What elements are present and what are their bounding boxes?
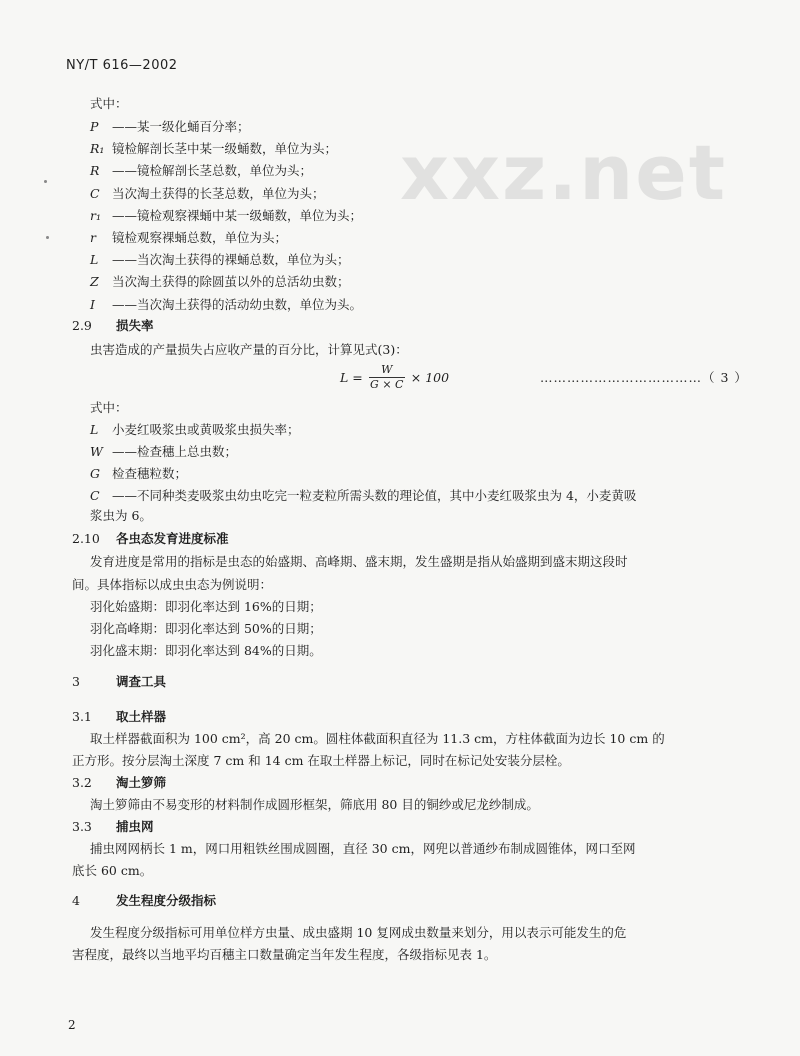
section-4-heading xyxy=(72,893,216,909)
definition-text: ——当次淘土获得的裸蛹总数，单位为头； xyxy=(112,252,350,268)
where-label: 式中： xyxy=(90,96,128,111)
section-number: 2.9 xyxy=(72,318,92,333)
definition-symbol: r xyxy=(90,230,96,245)
numerator: W xyxy=(381,363,393,376)
definition-symbol: L xyxy=(90,422,99,437)
definition-text: 当次淘土获得的除圆茧以外的总活幼虫数； xyxy=(112,274,350,290)
section-number: 3 xyxy=(72,674,80,689)
paragraph: 取土样器截面积为 100 cm²，高 20 cm。圆柱体截面积直径为 11.3 cm，方柱体截面为边长 10 cm 的 xyxy=(90,731,665,746)
section-title: 损失率 xyxy=(116,318,154,333)
list-item: 羽化始盛期：即羽化率达到 16%的日期； xyxy=(90,599,322,614)
definition-symbol: P xyxy=(90,119,99,134)
where-label: 式中： xyxy=(90,400,128,415)
definition-text: 检查穗粒数； xyxy=(112,466,188,481)
paragraph: 正方形。按分层淘土深度 7 cm 和 14 cm 在取土样器上标记，同时在标记处安装分层栓。 xyxy=(72,753,570,768)
section-3-1-heading xyxy=(72,709,166,725)
section-title: 发生程度分级指标 xyxy=(116,893,217,908)
section-title: 捕虫网 xyxy=(116,819,154,834)
section-2-10-heading xyxy=(72,531,229,547)
equation-number: ………………………………（ 3 ） xyxy=(540,370,748,385)
paragraph: 害程度，最终以当地平均百穗主口数量确定当年发生程度，各级指标见表 1。 xyxy=(72,947,497,962)
paragraph: 捕虫网网柄长 1 m，网口用粗铁丝围成圆圈，直径 30 cm，网兜以普通纱布制成圆锥体，网口至网 xyxy=(90,841,636,856)
section-number: 4 xyxy=(72,893,80,908)
paragraph: 间。具体指标以成虫虫态为例说明： xyxy=(72,577,273,592)
definition-text: 当次淘土获得的长茎总数，单位为头； xyxy=(112,185,325,201)
section-number: 3.2 xyxy=(72,775,92,790)
definition-continuation: 浆虫为 6。 xyxy=(90,508,152,523)
definition-symbol: L xyxy=(90,252,99,268)
equation-fraction xyxy=(369,364,405,391)
list-item: 羽化高峰期：即羽化率达到 50%的日期； xyxy=(90,621,322,636)
equation xyxy=(340,364,449,391)
definition-symbol: r₁ xyxy=(90,207,101,223)
standard-header: NY/T 616—2002 xyxy=(66,58,178,73)
section-3-3-heading xyxy=(72,819,154,835)
section-2-9-heading xyxy=(72,318,154,334)
definition-text: ——当次淘土获得的活动幼虫数，单位为头。 xyxy=(112,296,363,312)
definition-symbol: W xyxy=(90,444,103,459)
definition-text: 小麦红吸浆虫或黄吸浆虫损失率； xyxy=(112,422,300,437)
definition-symbol: C xyxy=(90,488,100,503)
definition-symbol: R₁ xyxy=(90,141,105,157)
watermark: xxz.net xyxy=(400,128,728,217)
definition-text: ——镜检解剖长茎总数，单位为头； xyxy=(112,163,313,179)
section-title: 取土样器 xyxy=(116,709,167,724)
definition-symbol: I xyxy=(90,296,95,312)
scan-dot xyxy=(44,180,47,183)
paragraph: 底长 60 cm。 xyxy=(72,863,153,878)
scan-dot xyxy=(46,236,49,239)
equation-rhs: × 100 xyxy=(410,370,450,385)
paragraph: 虫害造成的产量损失占应收产量的百分比，计算见式(3)： xyxy=(90,342,408,357)
section-title: 调查工具 xyxy=(116,674,167,689)
definition-text: 镜检观察裸蛹总数，单位为头； xyxy=(112,230,288,245)
definition-symbol: C xyxy=(90,185,100,201)
definition-text: ——检查穗上总虫数； xyxy=(112,444,238,459)
section-title: 各虫态发育进度标准 xyxy=(116,531,229,546)
definition-text: 镜检解剖长茎中某一级蛹数，单位为头； xyxy=(112,141,338,157)
list-item: 羽化盛末期：即羽化率达到 84%的日期。 xyxy=(90,643,322,658)
definition-symbol: R xyxy=(90,163,100,179)
section-number: 3.1 xyxy=(72,709,92,724)
section-number: 2.10 xyxy=(72,531,100,546)
paragraph: 发育进度是常用的指标是虫态的始盛期、高峰期、盛末期，发生盛期是指从始盛期到盛末期这段时 xyxy=(90,554,628,569)
definition-text: ——不同种类麦吸浆虫幼虫吃完一粒麦粒所需头数的理论值，其中小麦红吸浆虫为 4，小麦黄吸 xyxy=(112,488,637,503)
page-number: 2 xyxy=(68,1018,76,1032)
definition-text: ——镜检观察裸蛹中某一级蛹数，单位为头； xyxy=(112,207,363,223)
definition-symbol: Z xyxy=(90,274,99,290)
paragraph: 淘土箩筛由不易变形的材料制作成圆形框架，筛底用 80 目的铜纱或尼龙纱制成。 xyxy=(90,797,539,812)
equation-lhs: L = xyxy=(340,370,363,385)
section-3-heading xyxy=(72,674,166,690)
section-number: 3.3 xyxy=(72,819,92,834)
definition-symbol: G xyxy=(90,466,100,481)
denominator: G × C xyxy=(370,378,404,391)
section-3-2-heading xyxy=(72,775,166,791)
paragraph: 发生程度分级指标可用单位样方虫量、成虫盛期 10 复网成虫数量来划分，用以表示可能发生的危 xyxy=(90,925,627,940)
definition-text: ——某一级化蛹百分率； xyxy=(112,119,250,134)
section-title: 淘土箩筛 xyxy=(116,775,167,790)
